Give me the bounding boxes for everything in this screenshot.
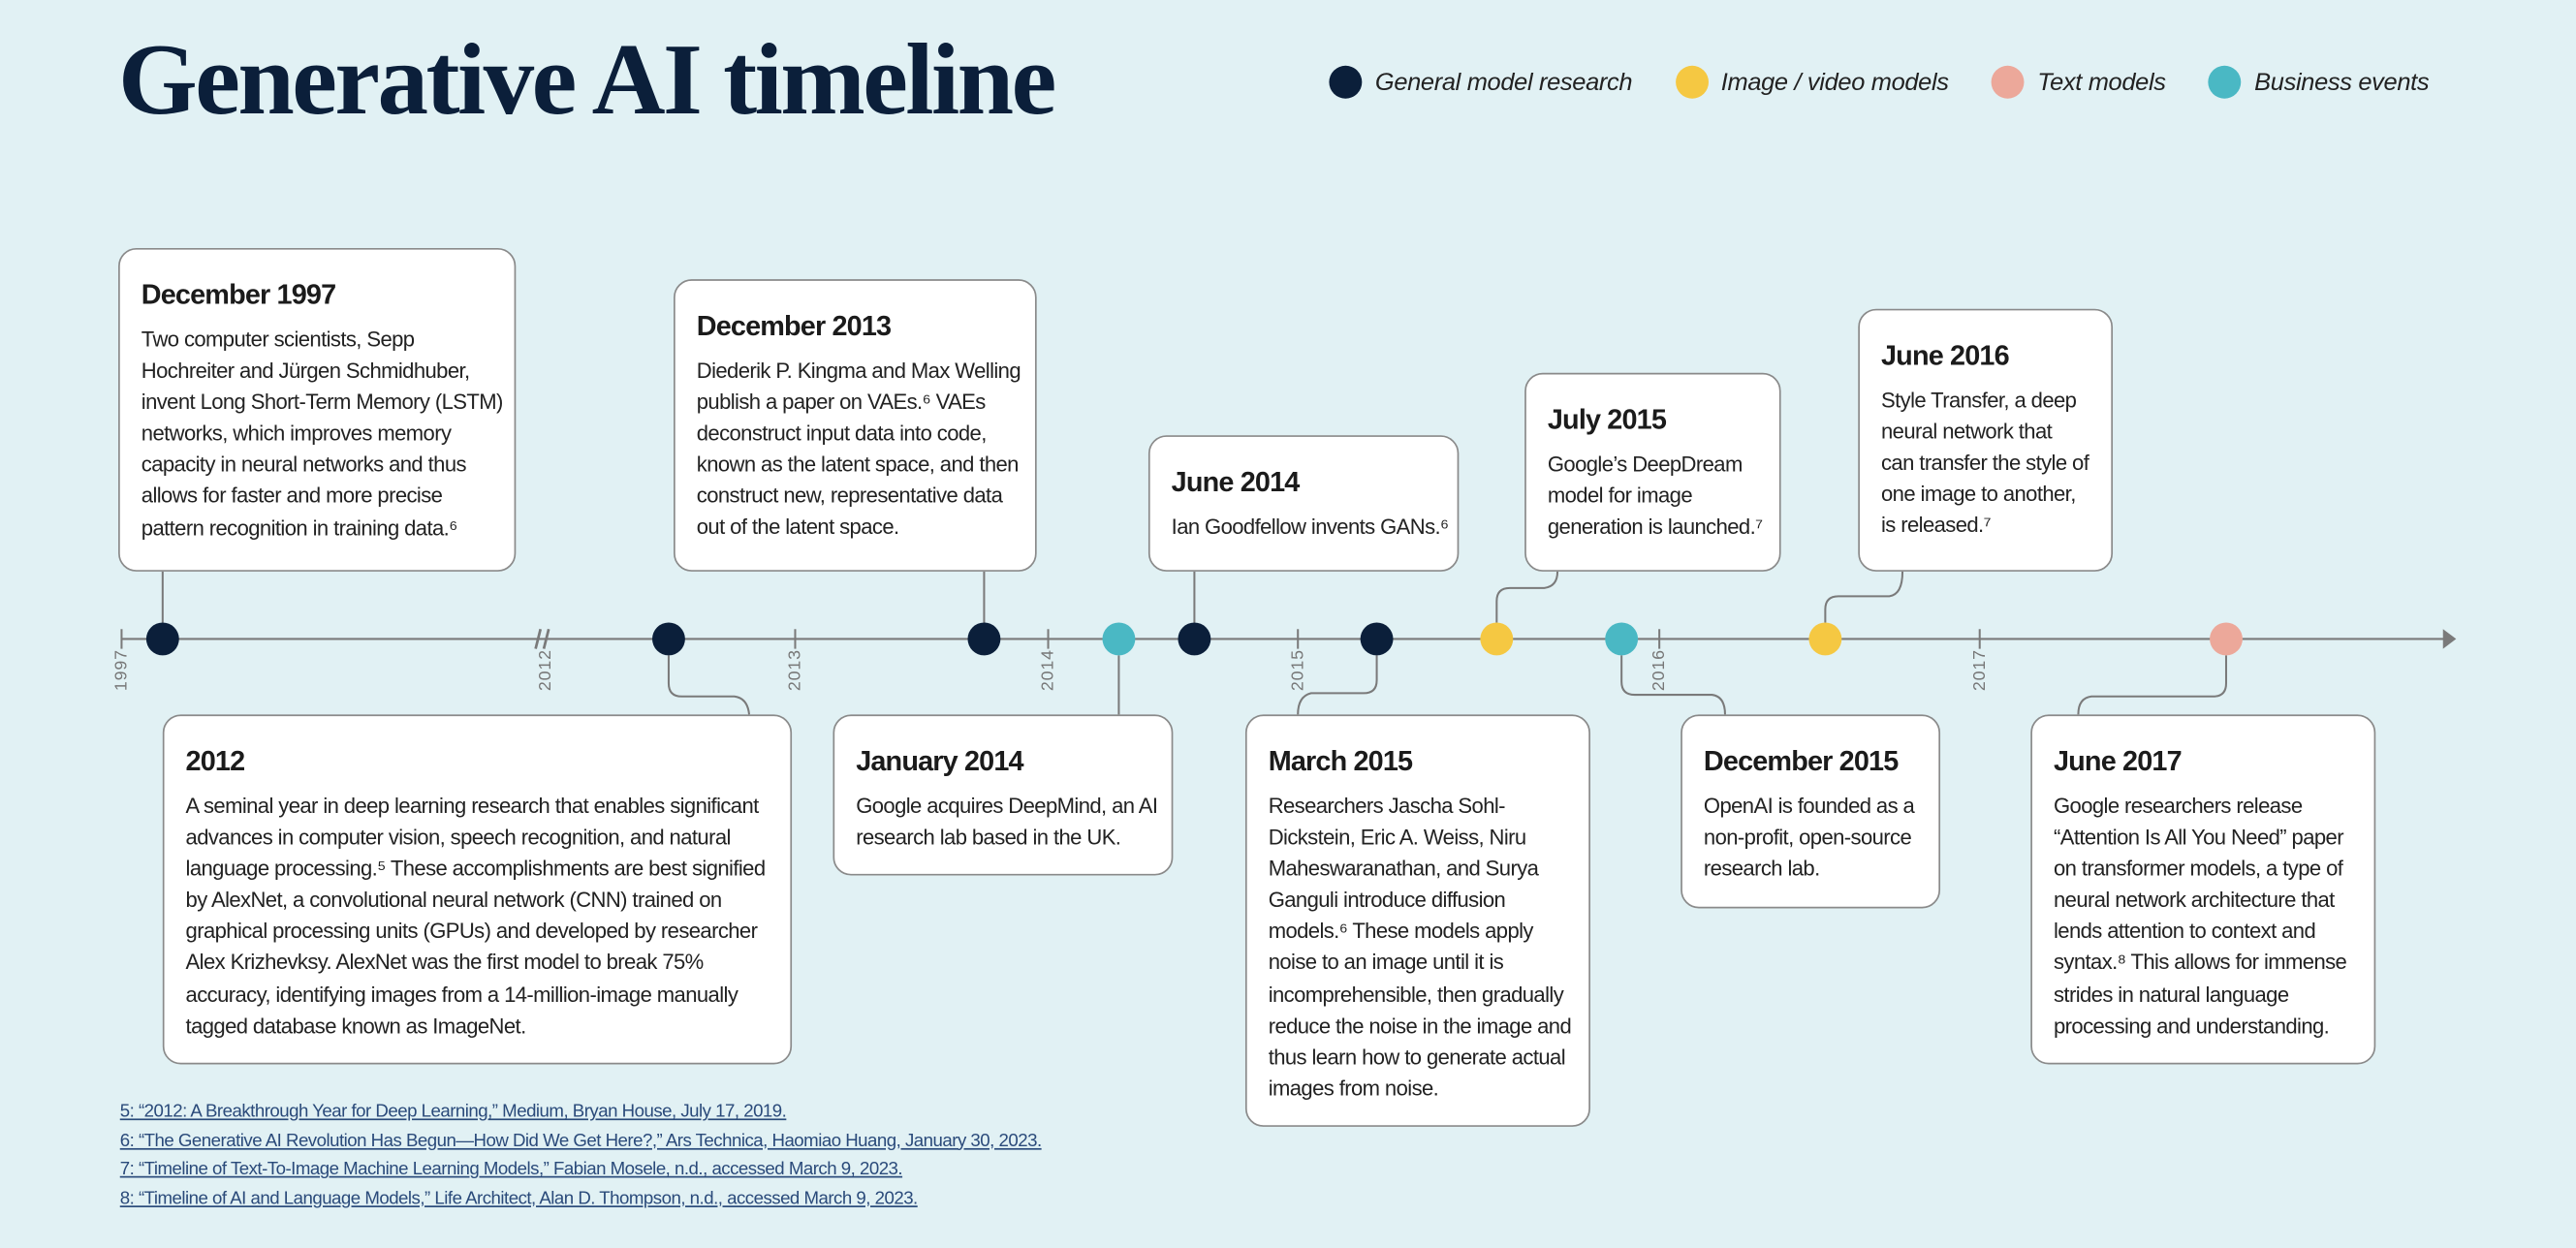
event-description-line: Dickstein, Eric A. Weiss, Niru [1268, 825, 1526, 850]
event-description-line: accuracy, identifying images from a 14-million-image manually [185, 981, 738, 1007]
event-date-heading: June 2016 [1881, 339, 2009, 372]
event-date-heading: December 2013 [696, 310, 892, 342]
event-card-mar-2015 [1245, 714, 1590, 1126]
event-description-line: Google researchers release [2054, 793, 2303, 819]
event-description-line: neural network that [1881, 419, 2053, 444]
connector [2078, 655, 2226, 714]
event-description-line: A seminal year in deep learning research that enables significant [185, 793, 759, 819]
event-description-line: processing and understanding. [2054, 1013, 2330, 1038]
event-description-line: images from noise. [1268, 1076, 1439, 1101]
event-description-line: Style Transfer, a deep [1881, 388, 2077, 413]
year-label: 2015 [1288, 649, 1308, 692]
event-description-line: Maheswaranathan, and Surya [1268, 856, 1539, 881]
legend-label: Business events [2254, 68, 2430, 97]
event-description-line: is released.⁷ [1881, 513, 1991, 538]
event-description-line: OpenAI is founded as a [1703, 793, 1915, 819]
event-description-line: construct new, representative data [696, 484, 1003, 509]
event-dot-2012[interactable] [652, 622, 685, 655]
event-description-line: known as the latent space, and then [696, 452, 1019, 478]
legend-label: Text models [2037, 68, 2166, 97]
event-description-line: publish a paper on VAEs.⁶ VAEs [696, 389, 986, 415]
axis-arrow-icon [2443, 629, 2457, 648]
event-date-heading: December 2015 [1703, 745, 1899, 777]
event-description-line: Ganguli introduce diffusion [1268, 887, 1506, 913]
event-description-line: out of the latent space. [696, 515, 899, 540]
event-card-2012 [163, 714, 792, 1064]
event-description-line: model for image [1547, 483, 1693, 508]
event-card-dec-2015 [1681, 714, 1940, 908]
event-description-line: Researchers Jascha Sohl- [1268, 793, 1505, 819]
event-date-heading: 2012 [185, 745, 245, 777]
event-description-line: syntax.⁸ This allows for immense [2054, 950, 2347, 976]
footnote-link-7[interactable]: 7: “Timeline of Text-To-Image Machine Learning Models,” Fabian Mosele, n.d., accessed March 9, 2023. [119, 1160, 903, 1180]
connector [1621, 655, 1725, 714]
event-description-line: Google acquires DeepMind, an AI [856, 793, 1158, 819]
event-card-dec-2013 [674, 279, 1037, 572]
footnote-link-8[interactable]: 8: “Timeline of AI and Language Models,” Life Architect, Alan D. Thompson, n.d., accessed March 9, 2023. [119, 1188, 918, 1209]
event-card-jan-2014 [832, 714, 1173, 875]
event-description-line: research lab. [1703, 856, 1820, 881]
event-description-line: neural network architecture that [2054, 887, 2335, 913]
year-label: 2013 [785, 649, 805, 692]
event-description-line: models.⁶ These models apply [1268, 919, 1533, 944]
event-description-line: language processing.⁵ These accomplishments are best signified [185, 856, 766, 881]
legend-label: General model research [1374, 68, 1633, 97]
event-description-line: Alex Krizhevksy. AlexNet was the first model to break 75% [185, 950, 704, 976]
event-card-jun-2016 [1858, 309, 2113, 572]
event-dot-dec-2013[interactable] [967, 622, 1000, 655]
event-dot-jun-2014[interactable] [1178, 622, 1210, 655]
event-description-line: pattern recognition in training data.⁶ [141, 515, 457, 540]
event-description-line: incomprehensible, then gradually [1268, 981, 1564, 1007]
event-description-line: thus learn how to generate actual [1268, 1044, 1566, 1070]
event-description-line: graphical processing units (GPUs) and developed by researcher [185, 919, 758, 944]
year-label: 2016 [1649, 649, 1670, 692]
event-description-line: can transfer the style of [1881, 450, 2089, 476]
event-description-line: Diederik P. Kingma and Max Welling [696, 358, 1021, 383]
event-card-jun-2017 [2030, 714, 2375, 1064]
legend-label: Image / video models [1720, 68, 1949, 97]
event-description-line: generation is launched.⁷ [1547, 514, 1763, 540]
event-description-line: on transformer models, a type of [2054, 856, 2343, 881]
event-date-heading: July 2015 [1547, 404, 1667, 436]
event-description-line: Google’s DeepDream [1547, 452, 1743, 477]
event-card-dec-1997 [118, 248, 516, 572]
event-description-line: invent Long Short-Term Memory (LSTM) [141, 390, 503, 415]
event-description-line: lends attention to context and [2054, 919, 2316, 944]
event-description-line: allows for faster and more precise [141, 484, 443, 509]
event-dot-dec-1997[interactable] [146, 622, 179, 655]
event-description-line: advances in computer vision, speech recognition, and natural [185, 825, 731, 850]
year-label: 2012 [535, 649, 555, 692]
year-label: 2014 [1038, 649, 1058, 692]
event-description-line: Ian Goodfellow invents GANs.⁶ [1171, 514, 1449, 540]
event-date-heading: June 2017 [2054, 745, 2182, 777]
event-date-heading: June 2014 [1171, 466, 1300, 498]
connector [669, 655, 749, 714]
event-description-line: Two computer scientists, Sepp [141, 327, 415, 352]
event-description-line: noise to an image until it is [1268, 950, 1504, 976]
footnotes [120, 1099, 1042, 1214]
event-dot-jun-2017[interactable] [2210, 622, 2243, 655]
event-description-line: tagged database known as ImageNet. [185, 1013, 526, 1038]
event-description-line: strides in natural language [2054, 981, 2289, 1007]
event-description-line: Hochreiter and Jürgen Schmidhuber, [141, 358, 470, 384]
page-title: Generative AI timeline [118, 24, 1054, 137]
event-dot-dec-2015[interactable] [1605, 622, 1638, 655]
year-label: 2017 [1969, 649, 1990, 692]
event-date-heading: January 2014 [856, 745, 1023, 777]
event-description-line: capacity in neural networks and thus [141, 452, 466, 478]
event-description-line: reduce the noise in the image and [1268, 1013, 1572, 1038]
footnote-link-5[interactable]: 5: “2012: A Breakthrough Year for Deep Learning,” Medium, Bryan House, July 17, 2019. [119, 1102, 787, 1122]
event-description-line: “Attention Is All You Need” paper [2054, 825, 2343, 850]
event-date-heading: March 2015 [1268, 745, 1413, 777]
footnote-link-6[interactable]: 6: “The Generative AI Revolution Has Begun—How Did We Get Here?,” Ars Technica, Haomiao Huang, January 30, 2023. [119, 1131, 1042, 1151]
year-label: 1997 [111, 649, 132, 692]
connector [1825, 572, 1902, 623]
event-description-line: research lab based in the UK. [856, 825, 1121, 850]
event-description-line: networks, which improves memory [141, 421, 452, 446]
event-card-jun-2014 [1148, 435, 1459, 572]
event-date-heading: December 1997 [141, 279, 336, 311]
event-description-line: deconstruct input data into code, [696, 421, 987, 446]
event-description-line: non-profit, open-source [1703, 825, 1912, 850]
event-card-jul-2015 [1524, 373, 1780, 572]
event-description-line: one image to another, [1881, 482, 2076, 507]
event-dot-jul-2015[interactable] [1480, 622, 1513, 655]
event-description-line: by AlexNet, a convolutional neural network (CNN) trained on [185, 887, 722, 913]
connector [1298, 655, 1376, 714]
event-dot-jun-2016[interactable] [1808, 622, 1841, 655]
connector [1496, 572, 1557, 623]
event-dot-jan-2014[interactable] [1102, 622, 1135, 655]
event-dot-mar-2015[interactable] [1361, 622, 1394, 655]
